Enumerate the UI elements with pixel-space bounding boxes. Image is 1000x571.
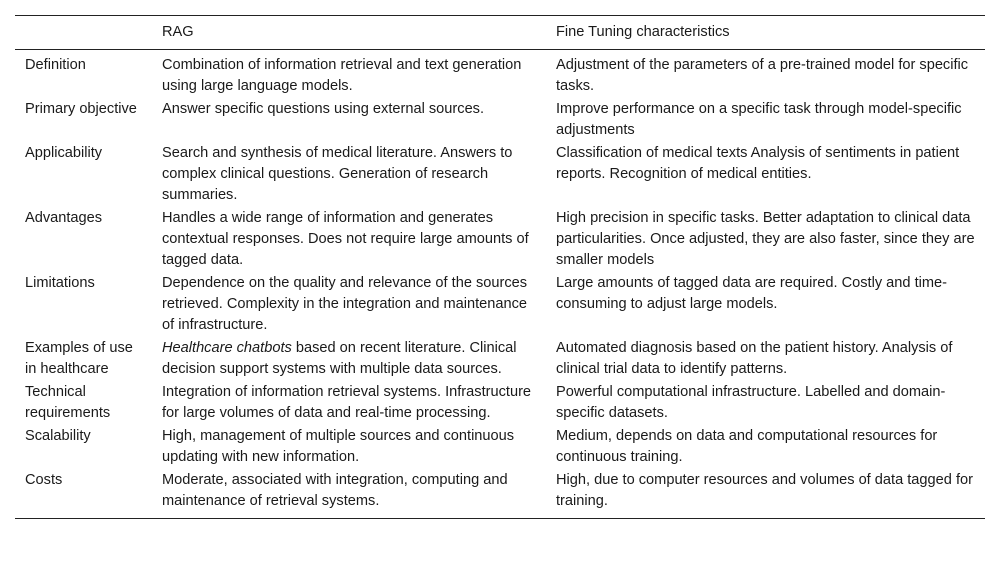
table-row xyxy=(15,207,985,272)
rag-cell: Answer specific questions using external sources. xyxy=(162,101,485,117)
rag-cell: Moderate, associated with integration, computing and maintenance of retrieval systems. xyxy=(162,472,508,509)
row-label: Costs xyxy=(25,472,63,488)
fine-tuning-cell: High precision in specific tasks. Better adaptation to clinical data particularities. Once adjusted, they are also faster, since they are smaller models xyxy=(556,210,975,268)
rag-cell: Search and synthesis of medical literature. Answers to complex clinical questions. Generation of research summaries. xyxy=(162,145,513,203)
rag-cell-text: based on recent literature. Clinical decision support systems with multiple data sources. xyxy=(162,340,517,377)
table-row xyxy=(15,98,985,142)
row-label: Limitations xyxy=(25,275,95,291)
rag-cell: Integration of information retrieval systems. Infrastructure for large volumes of data and real-time processing. xyxy=(162,384,532,421)
fine-tuning-cell: Improve performance on a specific task through model-specific adjustments xyxy=(556,101,962,138)
header-fine-tuning: Fine Tuning characteristics xyxy=(556,24,730,40)
table-row xyxy=(15,425,985,469)
table-row xyxy=(15,381,985,425)
fine-tuning-cell: Classification of medical texts Analysis of sentiments in patient reports. Recognition of medical entities. xyxy=(556,145,960,182)
fine-tuning-cell: Automated diagnosis based on the patient history. Analysis of clinical trial data to identify patterns. xyxy=(556,340,953,377)
row-label: Technical requirements xyxy=(25,384,111,421)
rag-cell: Dependence on the quality and relevance of the sources retrieved. Complexity in the integration and maintenance of infrastructure. xyxy=(162,275,528,333)
row-label: Applicability xyxy=(25,145,103,161)
fine-tuning-cell: Adjustment of the parameters of a pre-trained model for specific tasks. xyxy=(556,57,969,94)
fine-tuning-cell: Powerful computational infrastructure. Labelled and domain-specific datasets. xyxy=(556,384,946,421)
header-rag: RAG xyxy=(162,24,194,40)
row-label: Scalability xyxy=(25,428,91,444)
header-empty xyxy=(15,16,152,50)
table-header xyxy=(15,16,985,50)
row-label: Examples of use in healthcare xyxy=(25,340,133,377)
rag-italic-term: Healthcare chatbots xyxy=(162,340,292,356)
row-label: Advantages xyxy=(25,210,103,226)
row-label: Definition xyxy=(25,57,86,73)
table-row xyxy=(15,469,985,519)
fine-tuning-cell: Large amounts of tagged data are required. Costly and time-consuming to adjust large models. xyxy=(556,275,948,312)
rag-cell xyxy=(152,337,546,381)
header-row xyxy=(15,16,985,50)
table-row xyxy=(15,337,985,381)
rag-cell: Handles a wide range of information and generates contextual responses. Does not require large amounts of tagged data. xyxy=(162,210,529,268)
table-row xyxy=(15,272,985,337)
rag-cell: High, management of multiple sources and continuous updating with new information. xyxy=(162,428,515,465)
fine-tuning-cell: High, due to computer resources and volumes of data tagged for training. xyxy=(556,472,973,509)
table-row xyxy=(15,142,985,207)
table-row xyxy=(15,50,985,99)
table-body xyxy=(15,50,985,519)
row-label: Primary objective xyxy=(25,101,137,117)
rag-cell: Combination of information retrieval and text generation using large language models. xyxy=(162,57,522,94)
comparison-table xyxy=(15,15,985,519)
fine-tuning-cell: Medium, depends on data and computational resources for continuous training. xyxy=(556,428,938,465)
